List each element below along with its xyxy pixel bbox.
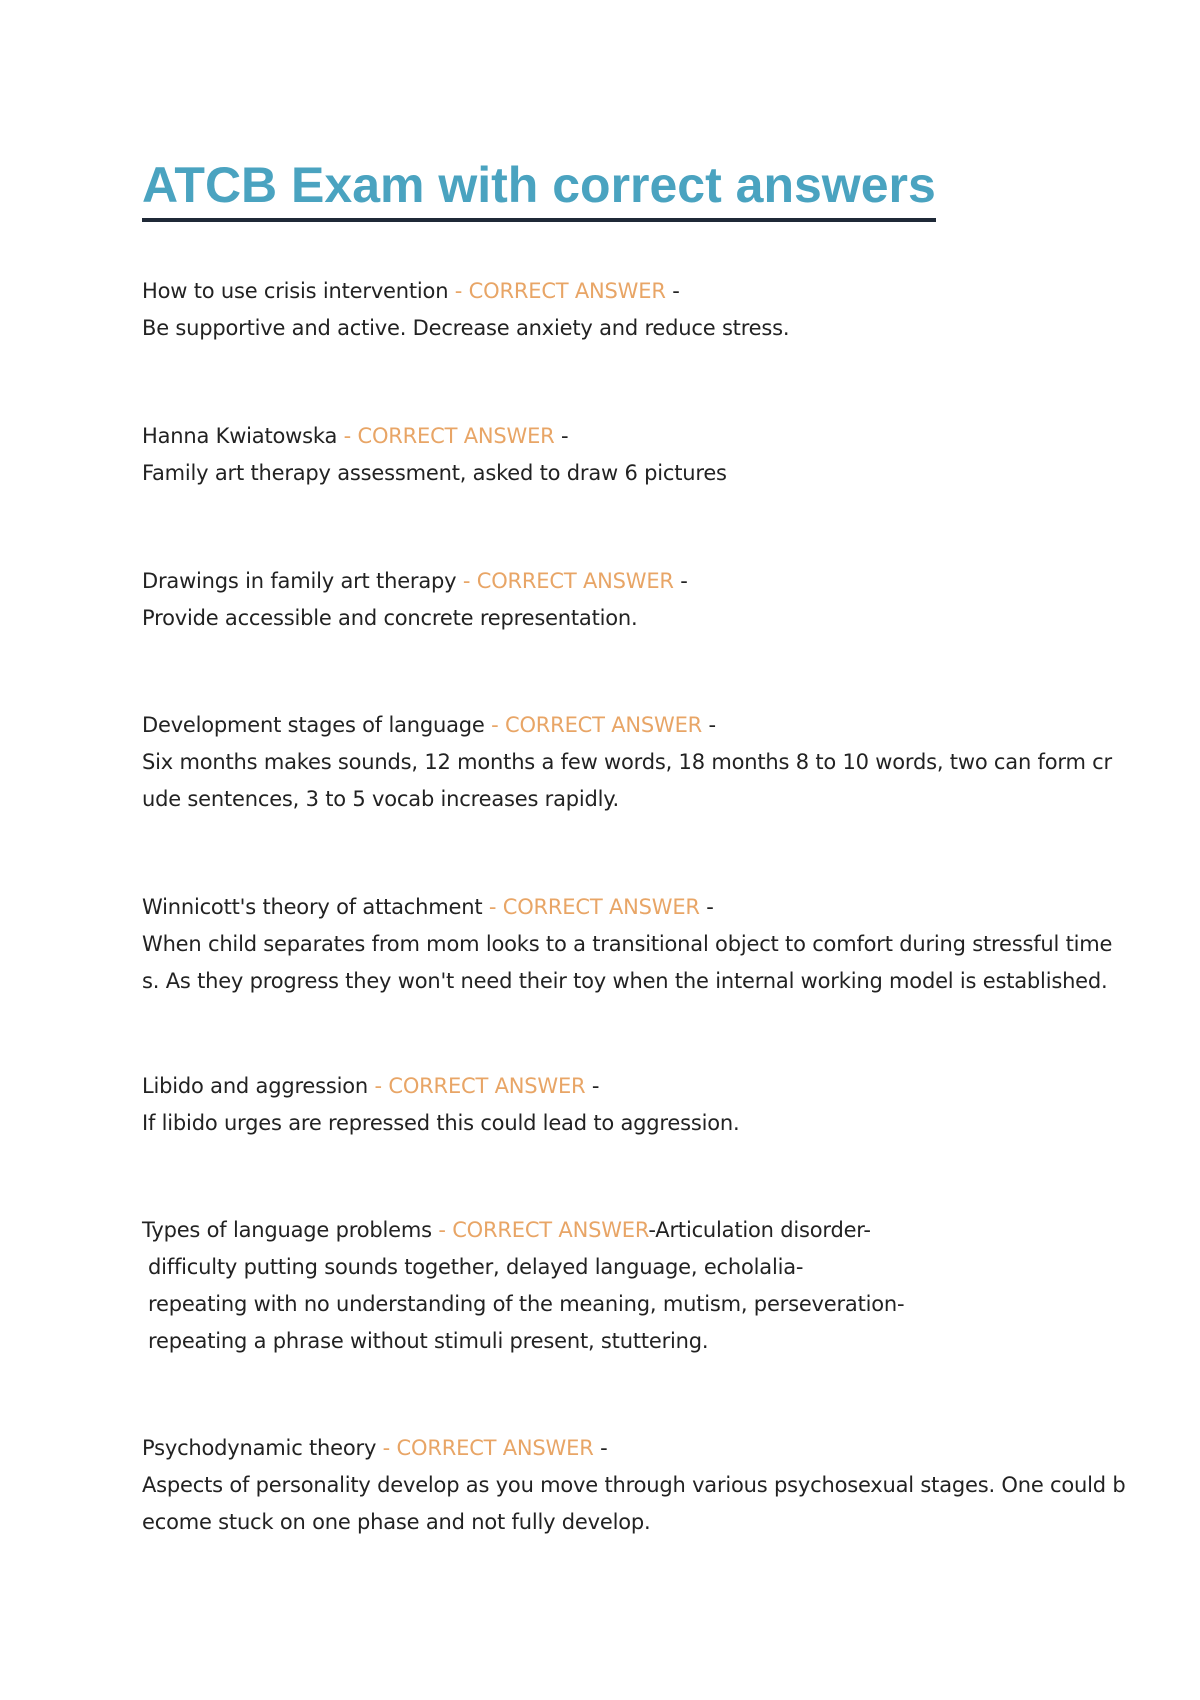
qa-item [142, 1068, 1072, 1142]
answer-dash: - [554, 424, 569, 448]
answer-dash: - [702, 713, 716, 737]
question-text: Development stages of language [142, 713, 485, 737]
question-text: Libido and aggression [142, 1074, 369, 1098]
answer-line: If libido urges are repressed this could lead to aggression. [142, 1111, 740, 1135]
answer-line: Be supportive and active. Decrease anxiety and reduce stress. [142, 316, 790, 340]
answer-separator: - [482, 895, 503, 919]
question-line [142, 418, 1072, 455]
qa-item [142, 1430, 1126, 1541]
answer-line: difficulty putting sounds together, delayed language, echolalia- [148, 1255, 804, 1279]
answer-separator: - [431, 1218, 453, 1242]
correct-answer-tag: CORRECT ANSWER [468, 279, 666, 303]
question-line [142, 1068, 1072, 1105]
answer-line: Family art therapy assessment, asked to draw 6 pictures [142, 461, 727, 485]
answer-separator: - [448, 279, 469, 303]
question-text: Winnicott's theory of attachment [142, 895, 483, 919]
correct-answer-tag: CORRECT ANSWER [476, 569, 674, 593]
correct-answer-tag: CORRECT ANSWER [505, 713, 703, 737]
qa-item [142, 273, 1072, 347]
question-line [142, 889, 1072, 926]
qa-item [142, 889, 1113, 1000]
qa-item [142, 1212, 1072, 1360]
inline-answer: -Articulation disorder- [648, 1218, 871, 1242]
qa-item [142, 418, 1072, 492]
correct-answer-tag: CORRECT ANSWER [396, 1436, 594, 1460]
question-line [142, 1212, 1072, 1249]
answer-line: Aspects of personality develop as you move through various psychosexual stages. One could b [142, 1473, 1126, 1497]
answer-dash: - [673, 569, 688, 593]
answer-line: ude sentences, 3 to 5 vocab increases rapidly. [142, 787, 620, 811]
answer-separator: - [337, 424, 358, 448]
correct-answer-tag: CORRECT ANSWER [452, 1218, 649, 1242]
question-text: Types of language problems [142, 1218, 432, 1242]
answer-dash: - [585, 1074, 600, 1098]
answer-dash: - [665, 279, 680, 303]
correct-answer-tag: CORRECT ANSWER [357, 424, 555, 448]
answer-dash: - [699, 895, 714, 919]
question-text: Drawings in family art therapy [142, 569, 457, 593]
correct-answer-tag: CORRECT ANSWER [502, 895, 700, 919]
answer-separator: - [456, 569, 477, 593]
qa-item [142, 563, 1072, 637]
answer-line: Six months makes sounds, 12 months a few words, 18 months 8 to 10 words, two can form cr [142, 750, 1112, 774]
qa-item [142, 707, 1112, 818]
answer-line: repeating with no understanding of the meaning, mutism, perseveration- [148, 1292, 905, 1316]
question-text: How to use crisis intervention [142, 279, 449, 303]
answer-line: Provide accessible and concrete representation. [142, 606, 638, 630]
answer-line: repeating a phrase without stimuli present, stuttering. [148, 1329, 709, 1353]
question-text: Hanna Kwiatowska [142, 424, 338, 448]
question-text: Psychodynamic theory [142, 1436, 377, 1460]
answer-line: When child separates from mom looks to a transitional object to comfort during stressful time [142, 932, 1113, 956]
question-line [142, 273, 1072, 310]
question-line [142, 1430, 1072, 1467]
correct-answer-tag: CORRECT ANSWER [388, 1074, 586, 1098]
answer-dash: - [593, 1436, 608, 1460]
question-line [142, 563, 1072, 600]
answer-separator: - [376, 1436, 397, 1460]
question-line [142, 707, 1072, 744]
answer-line: ecome stuck on one phase and not fully develop. [142, 1510, 651, 1534]
answer-separator: - [368, 1074, 389, 1098]
answer-line: s. As they progress they won't need their toy when the internal working model is established. [142, 969, 1108, 993]
document-title: ATCB Exam with correct answers [142, 152, 936, 222]
answer-separator: - [484, 713, 505, 737]
